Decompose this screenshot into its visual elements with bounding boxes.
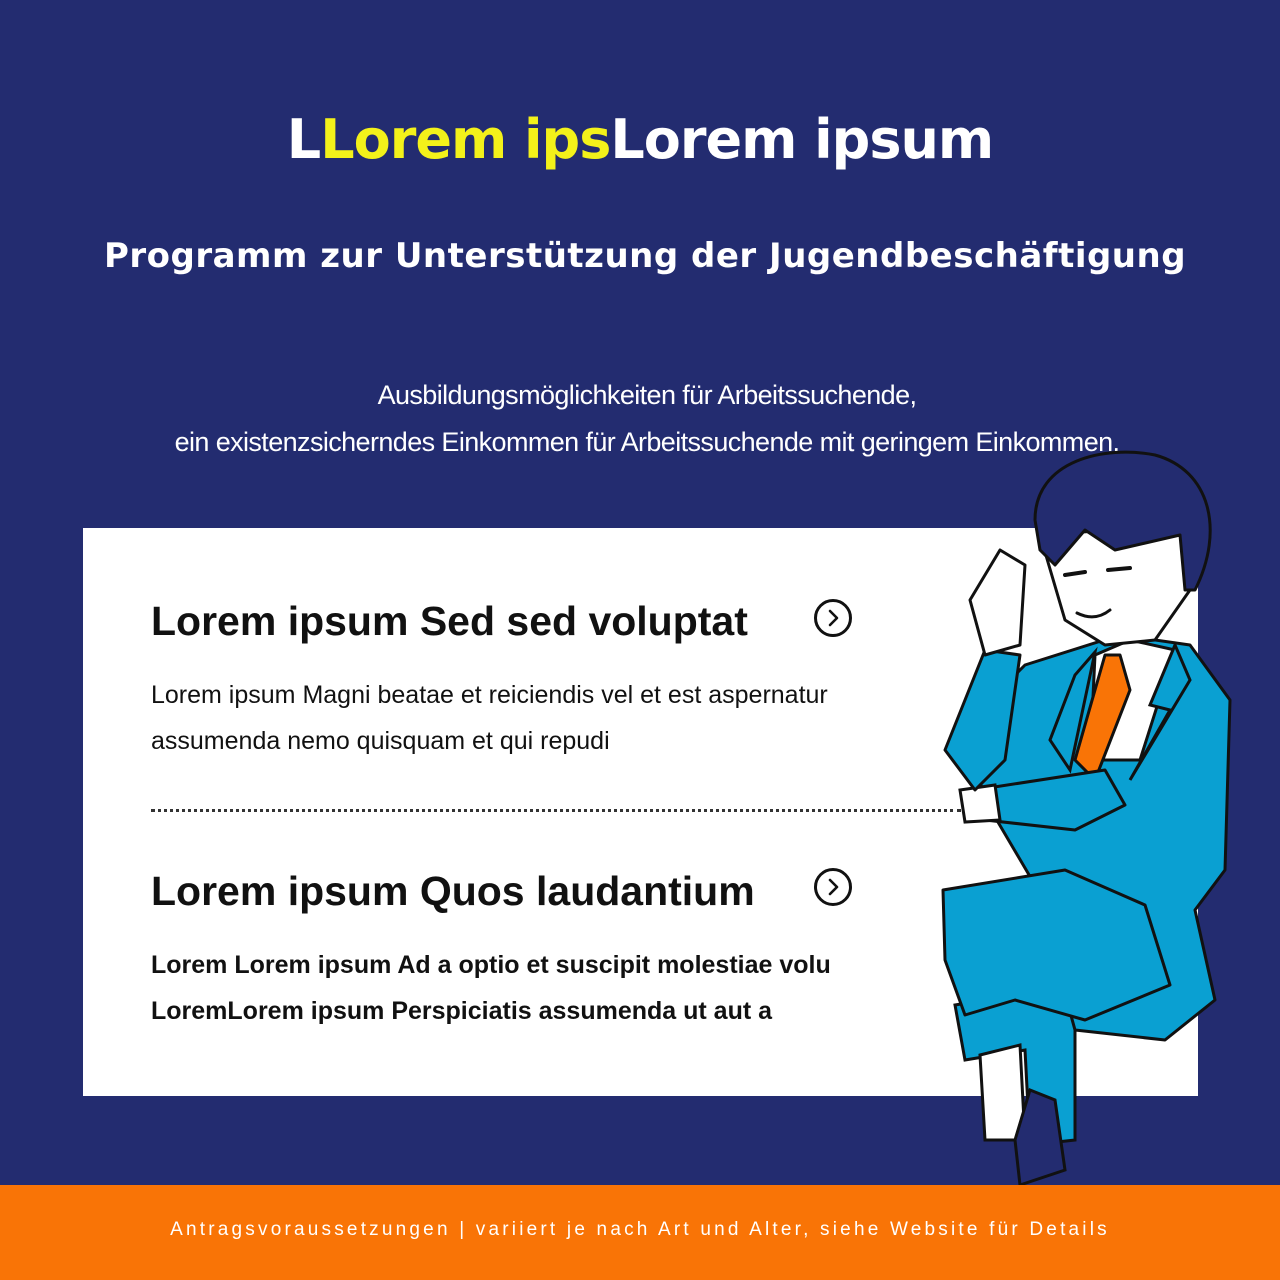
divider [151,809,961,812]
businessman-illustration [925,440,1245,1185]
item-2-title: Lorem ipsum Quos laudantium [151,868,755,914]
intro-line-1: Ausbildungsmöglichkeiten für Arbeitssuchende, [377,380,917,410]
item-1-title: Lorem ipsum Sed sed voluptat [151,598,748,644]
footer-bar [0,1185,1280,1280]
item-2-description [151,942,831,1034]
chevron-right-circle-icon[interactable] [814,599,852,637]
intro-line-2: ein existenzsicherndes Einkommen für Arbeitssuchende mit geringem Einkommen. [174,427,1120,457]
item-1-line-2: assumenda nemo quisquam et qui repudi [151,727,610,755]
page-subtitle: Programm zur Unterstützung der Jugendbeschäftigung [103,236,1187,276]
title-part-1: L [286,108,321,171]
item-1-line-1: Lorem ipsum Magni beatae et reiciendis vel et est aspernatur [151,681,828,709]
chevron-right-circle-icon[interactable] [814,868,852,906]
item-1-description [151,672,828,764]
page-title [0,108,1280,171]
footer-text: Antragsvoraussetzungen | variiert je nach Art und Alter, siehe Website für Details [170,1219,1110,1240]
item-2-line-1: Lorem Lorem ipsum Ad a optio et suscipit molestiae volu [151,951,831,979]
title-part-2: Lorem ipsum [610,108,994,171]
item-2-line-2: LoremLorem ipsum Perspiciatis assumenda ut aut a [151,997,773,1025]
title-highlight: Lorem ips [320,108,611,171]
